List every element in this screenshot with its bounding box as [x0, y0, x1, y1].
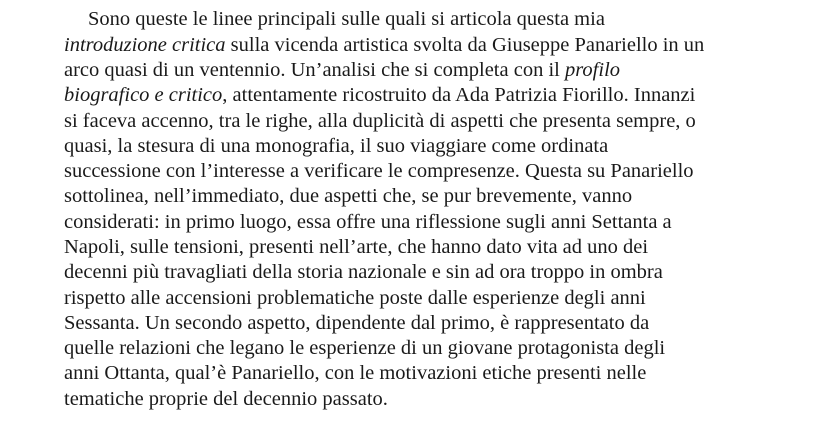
text-line: [64, 159, 694, 183]
text-span: sottolinea, nell’immediato, due aspetti che, se pur brevemente, vanno: [64, 185, 633, 207]
text-line: [64, 387, 388, 411]
text-line: [64, 210, 672, 234]
text-span: Sessanta. Un secondo aspetto, dipendente dal primo, è rappresentato da: [64, 312, 650, 334]
text-span: sulla vicenda artistica svolta da Giuseppe Panariello in un: [225, 34, 705, 56]
text-line: [64, 109, 696, 133]
italic-title: profilo: [564, 59, 621, 81]
text-span: arco quasi di un ventennio. Un’analisi che si completa con il: [64, 59, 565, 81]
text-line: [64, 260, 663, 284]
text-span: successione con l’interesse a verificare le compresenze. Questa su Panariello: [64, 160, 694, 182]
text-line: [64, 134, 608, 158]
text-span: tematiche proprie del decennio passato.: [64, 388, 388, 410]
text-span: Napoli, sulle tensioni, presenti nell’arte, che hanno dato vita ad uno dei: [64, 236, 649, 258]
text-span: quelle relazioni che legano le esperienze di un giovane protagonista degli: [64, 337, 666, 359]
text-line: [64, 33, 704, 57]
text-span: si faceva accenno, tra le righe, alla duplicità di aspetti che presenta sempre, o: [64, 110, 696, 132]
text-line: [88, 7, 605, 31]
text-span: rispetto alle accensioni problematiche poste dalle esperienze degli anni: [64, 287, 646, 309]
italic-title: introduzione critica: [64, 34, 226, 56]
text-line: [64, 83, 695, 107]
text-span: quasi, la stesura di una monografia, il suo viaggiare come ordinata: [64, 135, 609, 157]
italic-title: biografico e critico: [64, 84, 223, 106]
text-line: [64, 184, 632, 208]
text-line: [64, 235, 648, 259]
text-span: Sono queste le linee principali sulle quali si articola questa mia: [88, 8, 605, 30]
text-span: anni Ottanta, qual’è Panariello, con le motivazioni etiche presenti nelle: [64, 362, 647, 384]
text-line: [64, 286, 646, 310]
text-span: , attentamente ricostruito da Ada Patrizia Fiorillo. Innanzi: [222, 84, 696, 106]
text-line: [64, 336, 665, 360]
text-span: considerati: in primo luogo, essa offre una riflessione sugli anni Settanta a: [64, 211, 672, 233]
text-line: [64, 361, 646, 385]
text-line: [64, 311, 649, 335]
text-span: decenni più travagliati della storia nazionale e sin ad ora troppo in ombra: [64, 261, 663, 283]
text-line: [64, 58, 620, 82]
